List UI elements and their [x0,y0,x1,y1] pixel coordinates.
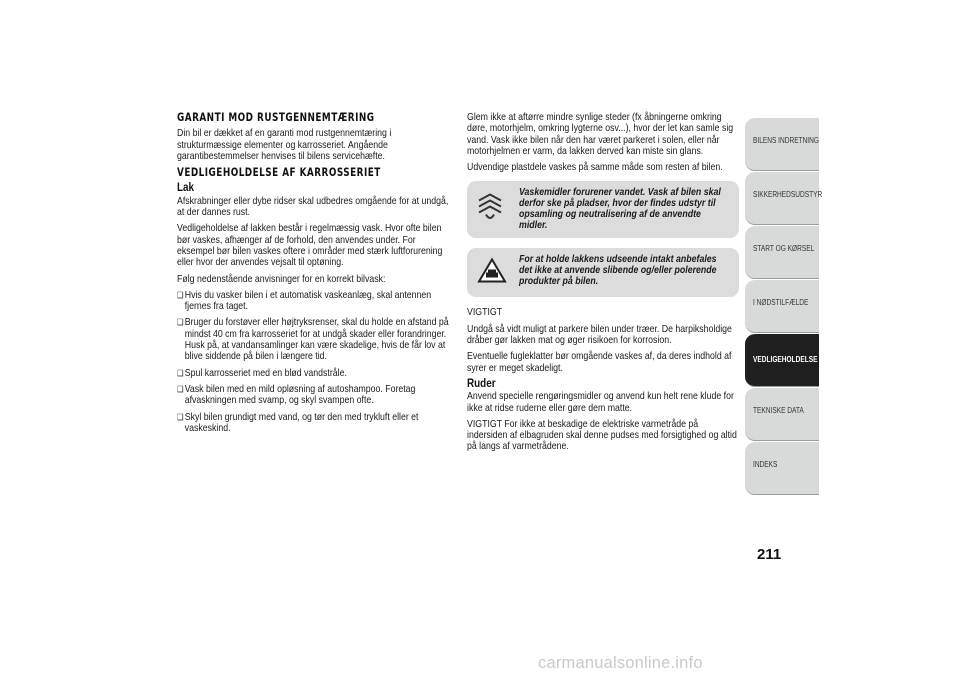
subheading-windows: Ruder [467,377,496,390]
tab-label: SIKKERHEDSUDSTYR [753,190,823,199]
paragraph: Glem ikke at aftørre mindre synlige steder (fx åbningerne omkring døre, motorhjelm, omkring lygterne osv...), hvor der let kan samle sig vand. Vask ikke bilen når den har været parkeret i solen, eller når motorhjelmen er varm, da lakken derved kan miste sin glans. [467,112,734,157]
list-item: ❑ Skyl bilen grundigt med vand, og tør den med trykluft eller et vaskeskind. [177,412,450,435]
tab-label: I NØDSTILFÆLDE [753,298,809,307]
paragraph: Din bil er dækket af en garanti mod rustgennemtæring i strukturmæssige elementer og karrosseriet. Angående garantibestemmelser henvises til bilens servicehæfte. [177,128,392,162]
list-item: ❑ Spul karrosseriet med en blød vandstråle. [177,368,450,379]
page-number: 211 [757,546,782,563]
tab-label: TEKNISKE DATA [753,406,804,415]
paragraph: Vedligeholdelse af lakken består i regelmæssig vask. Hvor ofte bilen bør vaskes, afhænger af de forhold, den anvendes under. For eksempel bør bilen vaskes oftere i områder med stærk luftforurening eller hvor der anvendes vejsalt til optøning. [177,223,443,269]
paragraph: Undgå så vidt muligt at parkere bilen under træer. De harpiksholdige dråber gør lakken mat og øger risikoen for korrosion. [467,323,732,347]
note-text: For at holde lakkens udseende intakt anbefales det ikke at anvende slibende og/eller polerende produkter på bilen. [519,254,717,288]
tab-tekniske-data[interactable] [745,388,819,441]
paragraph: Afskrabninger eller dybe ridser skal udbedres omgående for at undgå, at der dannes rust. [177,195,449,219]
paragraph: VIGTIGT For ikke at beskadige de elektriske varmetråde på indersiden af elbagruden skal denne pudses med forsigtighed og altid på langs af varmetrådene. [467,418,737,453]
tab-indeks[interactable] [745,442,819,495]
tab-vedligeholdelse[interactable] [745,334,819,387]
paragraph: Følg nedenstående anvisninger for en korrekt bilvask: [177,273,386,285]
right-column [467,112,739,458]
heading-body-care: VEDLIGEHOLDELSE AF KARROSSERIET [177,166,381,180]
environment-icon [477,192,503,227]
tab-start-og-korsel[interactable] [745,226,819,279]
list-item: ❑ Hvis du vasker bilen i et automatisk vaskeanlæg, skal antennen fjernes fra taget. [177,290,450,313]
tab-label: START OG KØRSEL [753,244,815,253]
left-column [177,112,451,439]
wash-instructions-list [177,290,450,434]
warning-triangle-icon [477,257,507,288]
paragraph: Eventuelle fugleklatter bør omgående vaskes af, da deres indhold af syrer er meget skadeligt. [467,351,732,374]
warning-note [467,248,739,297]
watermark: carmanualsonline.info [538,654,703,672]
tab-label: BILENS INDRETNING [753,136,819,145]
tab-sikkerhedsudstyr[interactable] [745,172,823,225]
paragraph: Anvend specielle rengøringsmidler og anvend kun helt rene klude for ikke at ridse ruderne eller gøre dem matte. [467,391,734,414]
tab-label: VEDLIGEHOLDELSE [753,355,818,364]
list-item: ❑ Vask bilen med en mild opløsning af autoshampoo. Foretag afvaskningen med svamp, og skyl svampen ofte. [177,384,450,407]
paragraph: Udvendige plastdele vaskes på samme måde som resten af bilen. [467,162,723,174]
note-text: Vaskemidler forurener vandet. Vask af bilen skal derfor ske på pladser, hvor der findes udstyr til opsamling og neutralisering af de anvendte midler. [519,187,721,232]
list-item: ❑ Bruger du forstøver eller højtryksrenser, skal du holde en afstand på mindst 40 cm fra karrosseriet for at undgå skader eller forandringer. Husk på, at vandansamlinger kan være skadelige, hvis de får lov at blive siddende på bilen i længere tid. [177,317,450,362]
tab-i-nodstilfaelde[interactable] [745,280,819,333]
tab-label: INDEKS [753,460,778,469]
tab-bilens-indretning[interactable] [745,118,819,171]
chapter-tabs [745,118,823,496]
paragraph: VIGTIGT [467,307,503,319]
subheading-paint: Lak [177,182,195,195]
environment-note [467,181,739,238]
heading-rust-warranty: GARANTI MOD RUSTGENNEMTÆRING [177,111,375,124]
